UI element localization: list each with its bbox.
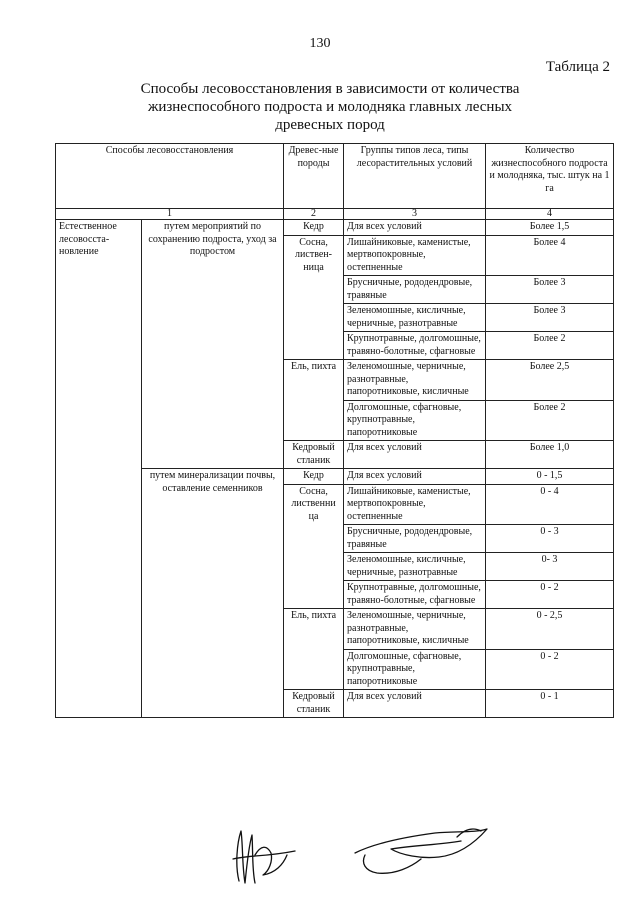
conditions-cell: Зеленомошные, кисличные, черничные, разнотравные bbox=[344, 304, 486, 332]
handwritten-signature bbox=[225, 815, 515, 890]
quantity-cell: 0 - 3 bbox=[486, 525, 614, 553]
conditions-cell: Крупнотравные, долгомошные, травяно-болотные, сфагновые bbox=[344, 581, 486, 609]
quantity-cell: 0 - 4 bbox=[486, 484, 614, 525]
conditions-cell: Брусничные, рододендровые, травяные bbox=[344, 525, 486, 553]
quantity-cell: Более 2 bbox=[486, 400, 614, 441]
conditions-cell: Долгомошные, сфагновые, крупнотравные, папоротниковые bbox=[344, 649, 486, 690]
table-header-row bbox=[56, 144, 614, 209]
header-methods: Способы лесовосстановления bbox=[56, 144, 284, 209]
quantity-cell: Более 2,5 bbox=[486, 360, 614, 401]
quantity-cell: 0 - 2 bbox=[486, 649, 614, 690]
species-cell: Кедровый стланик bbox=[284, 441, 344, 469]
column-number: 3 bbox=[344, 209, 486, 220]
quantity-cell: 0- 3 bbox=[486, 553, 614, 581]
conditions-cell: Для всех условий bbox=[344, 220, 486, 236]
conditions-cell: Крупнотравные, долгомошные, травяно-болотные, сфагновые bbox=[344, 332, 486, 360]
quantity-cell: Более 2 bbox=[486, 332, 614, 360]
species-cell: Ель, пихта bbox=[284, 609, 344, 690]
column-number: 2 bbox=[284, 209, 344, 220]
reforestation-table bbox=[55, 143, 614, 718]
quantity-cell: 0 - 2,5 bbox=[486, 609, 614, 650]
species-cell: Сосна, листвен-ница bbox=[284, 235, 344, 360]
quantity-cell: 0 - 1,5 bbox=[486, 469, 614, 485]
table-row bbox=[56, 220, 614, 236]
header-quantity: Количество жизнеспособного подроста и молодняка, тыс. штук на 1 га bbox=[486, 144, 614, 209]
quantity-cell: Более 4 bbox=[486, 235, 614, 276]
quantity-cell: Более 1,5 bbox=[486, 220, 614, 236]
conditions-cell: Зеленомошные, кисличные, черничные, разнотравные bbox=[344, 553, 486, 581]
quantity-cell: 0 - 1 bbox=[486, 690, 614, 718]
species-cell: Кедр bbox=[284, 469, 344, 485]
header-conditions: Группы типов леса, типы лесорастительных условий bbox=[344, 144, 486, 209]
submethod-cell: путем минерализации почвы, оставление семенников bbox=[142, 469, 284, 718]
conditions-cell: Зеленомошные, черничные, разнотравные, папоротниковые, кисличные bbox=[344, 360, 486, 401]
quantity-cell: Более 3 bbox=[486, 276, 614, 304]
conditions-cell: Лишайниковые, каменистые, мертвопокровные, остепненные bbox=[344, 484, 486, 525]
conditions-cell: Для всех условий bbox=[344, 441, 486, 469]
title-line: Способы лесовосстановления в зависимости от количества bbox=[140, 81, 520, 97]
quantity-cell: 0 - 2 bbox=[486, 581, 614, 609]
quantity-cell: Более 3 bbox=[486, 304, 614, 332]
title-line: древесных пород bbox=[275, 117, 385, 133]
quantity-cell: Более 1,0 bbox=[486, 441, 614, 469]
column-number: 4 bbox=[486, 209, 614, 220]
conditions-cell: Брусничные, рододендровые, травяные bbox=[344, 276, 486, 304]
species-cell: Ель, пихта bbox=[284, 360, 344, 441]
conditions-cell: Долгомошные, сфагновые, крупнотравные, папоротниковые bbox=[344, 400, 486, 441]
conditions-cell: Лишайниковые, каменистые, мертвопокровные, остепненные bbox=[344, 235, 486, 276]
submethod-cell: путем мероприятий по сохранению подроста, уход за подростом bbox=[142, 220, 284, 469]
column-numbers-row bbox=[56, 209, 614, 220]
title-line: жизнеспособного подроста и молодняка главных лесных bbox=[147, 99, 513, 115]
species-cell: Кедр bbox=[284, 220, 344, 236]
conditions-cell: Для всех условий bbox=[344, 469, 486, 485]
conditions-cell: Для всех условий bbox=[344, 690, 486, 718]
header-species: Древес-ные породы bbox=[284, 144, 344, 209]
document-title bbox=[60, 80, 600, 134]
species-cell: Кедровый стланик bbox=[284, 690, 344, 718]
column-number: 1 bbox=[56, 209, 284, 220]
method-cell: Естественное лесовосста-новление bbox=[56, 220, 142, 718]
table-label: Таблица 2 bbox=[545, 59, 610, 75]
page-number: 130 bbox=[309, 36, 331, 51]
species-cell: Сосна, лиственни ца bbox=[284, 484, 344, 609]
conditions-cell: Зеленомошные, черничные, разнотравные, папоротниковые, кисличные bbox=[344, 609, 486, 650]
